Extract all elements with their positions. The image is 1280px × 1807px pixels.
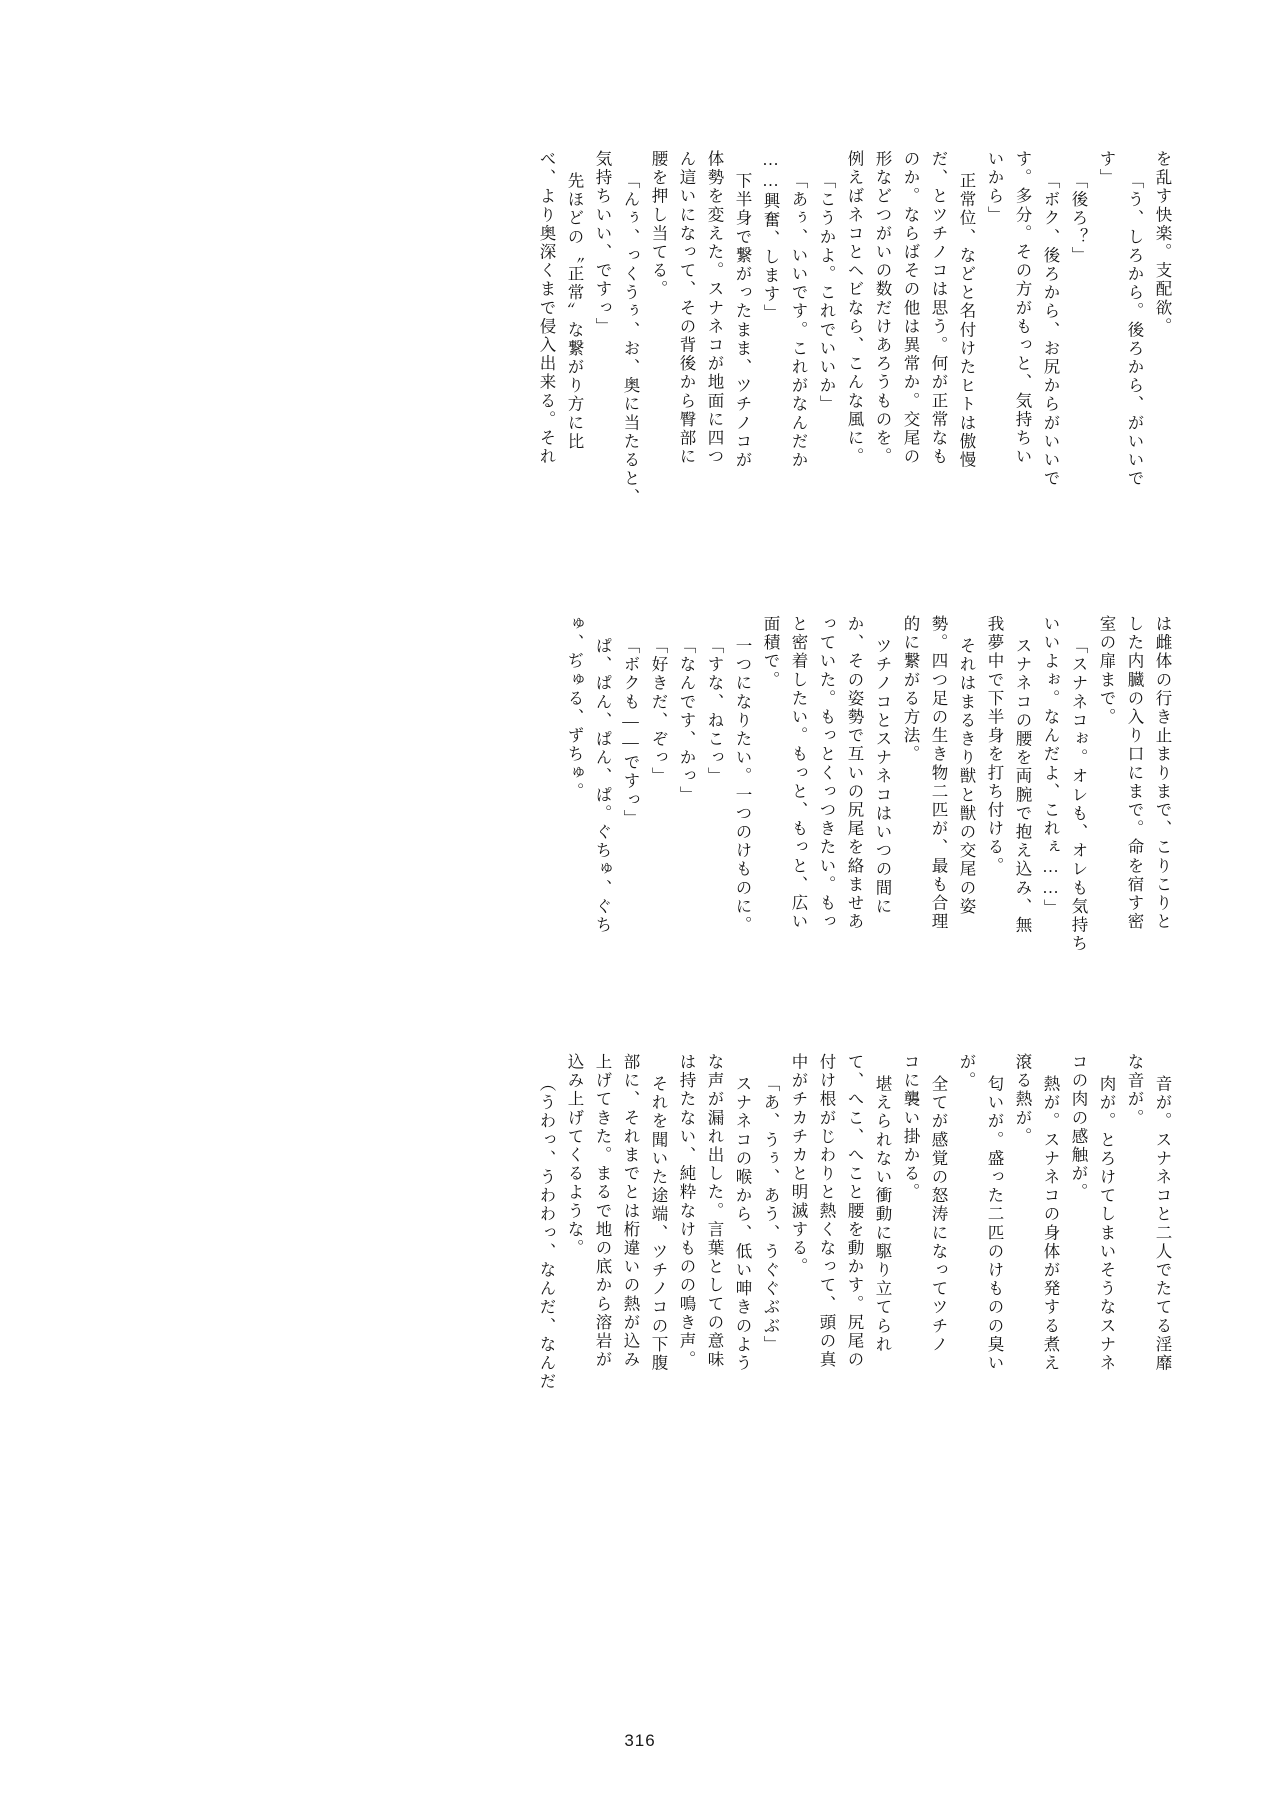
text-column: だ、とツチノコは思う。何が正常なも	[929, 150, 948, 467]
text-block-1	[110, 150, 1170, 570]
text-column: 「こうかよ。これでいいか」	[817, 172, 836, 414]
text-column: 「う、しろから。後ろから、がいいで	[1125, 172, 1144, 489]
text-column: な音が。	[1125, 1053, 1144, 1128]
text-column: した内臓の入り口にまで。命を宿す密	[1125, 615, 1144, 932]
text-column: か、その姿勢で互いの尻尾を絡ませあ	[845, 615, 864, 932]
text-column: 音が。スナネコと二人でたてる淫靡	[1153, 1075, 1172, 1373]
text-column: ゅ、ぢゅる、ずちゅ。	[565, 615, 584, 801]
text-column: 匂いが。盛った二匹のけものの臭い	[985, 1075, 1004, 1373]
text-column: スナネコの腰を両腕で抱え込み、無	[1013, 637, 1032, 935]
text-column: て、へこ、へこと腰を動かす。尻尾の	[845, 1053, 864, 1370]
text-column: それを聞いた途端、ツチノコの下腹	[649, 1075, 668, 1373]
text-column: 例えばネコとヘビなら、こんな風に。	[845, 150, 864, 467]
text-column: 面積で。	[761, 615, 780, 690]
text-column: コの肉の感触が。	[1069, 1053, 1088, 1202]
text-column: 堪えられない衝動に駆り立てられ	[873, 1075, 892, 1354]
text-column: ……興奮、します」	[761, 150, 780, 323]
text-column: 中がチカチカと明滅する。	[789, 1053, 808, 1277]
text-column: 我夢中で下半身を打ち付ける。	[985, 615, 1004, 876]
text-column: 熱が。スナネコの身体が発する煮え	[1041, 1075, 1060, 1373]
text-column: 「後ろ？」	[1069, 172, 1088, 265]
text-column: 「ボクも――ですっ」	[621, 637, 640, 828]
text-column: 先ほどの〝正常〟な繋がり方に比	[565, 172, 584, 451]
text-column: と密着したい。もっと、もっと、広い	[789, 615, 808, 932]
text-column: 付け根がじわりと熱くなって、頭の真	[817, 1053, 836, 1370]
text-column: 「すな、ねこっ」	[705, 637, 724, 786]
text-column: 上げてきた。まるで地の底から溶岩が	[593, 1053, 612, 1370]
text-column: す」	[1097, 150, 1116, 188]
text-column: 下半身で繋がったまま、ツチノコが	[733, 172, 752, 470]
text-column: 腰を押し当てる。	[649, 150, 668, 299]
text-column: 「なんです、かっ」	[677, 637, 696, 805]
text-column: を乱す快楽。支配欲。	[1153, 150, 1172, 336]
text-column: 込み上げてくるような。	[565, 1053, 584, 1258]
text-column: 「んぅ、っくうぅ、お、奥に当たると、	[621, 172, 640, 507]
text-column: 「スナネコぉ。オレも、オレも気持ち	[1069, 637, 1088, 954]
text-column: す。多分。その方がもっと、気持ちい	[1013, 150, 1032, 467]
text-column: は持たない、純粋なけものの鳴き声。	[677, 1053, 696, 1370]
text-column: 一つになりたい。一つのけものに。	[733, 637, 752, 935]
text-column: （うわっ、うわわっ、なんだ、なんだ	[537, 1075, 556, 1392]
text-column: 滾る熱が。	[1013, 1053, 1032, 1146]
text-column: のか。ならばその他は異常か。交尾の	[901, 150, 920, 467]
text-column: スナネコの喉から、低い呻きのよう	[733, 1075, 752, 1373]
text-column: 室の扉まで。	[1097, 615, 1116, 727]
text-column: 全てが感覚の怒涛になってツチノ	[929, 1075, 948, 1354]
text-column: 的に繋がる方法。	[901, 615, 920, 764]
text-column: 体勢を変えた。スナネコが地面に四つ	[705, 150, 724, 467]
text-column: 肉が。とろけてしまいそうなスナネ	[1097, 1075, 1116, 1373]
text-column: ん這いになって、その背後から臀部に	[677, 150, 696, 467]
text-column: 「ボク、後ろから、お尻からがいいで	[1041, 172, 1060, 489]
text-block-3	[110, 1053, 1170, 1453]
text-column: コに襲い掛かる。	[901, 1053, 920, 1202]
text-column: な声が漏れ出した。言葉としての意味	[705, 1053, 724, 1370]
text-column: 部に、それまでとは桁違いの熱が込み	[621, 1053, 640, 1370]
text-column: 「あぅ、いいです。これがなんだか	[789, 172, 808, 470]
text-column: が。	[957, 1053, 976, 1091]
text-column: いから」	[985, 150, 1004, 225]
text-column: 「あ、うぅ、あう、うぐぐぶぶ」	[761, 1075, 780, 1354]
text-column: それはまるきり獣と獣の交尾の姿	[957, 637, 976, 916]
text-block-2	[110, 615, 1170, 1005]
text-column: べ、より奥深くまで侵入出来る。それ	[537, 150, 556, 467]
text-column: 「好きだ、ぞっ」	[649, 637, 668, 786]
text-column: いいよぉ。なんだよ、これぇ……」	[1041, 615, 1060, 918]
text-column: 正常位、などと名付けたヒトは傲慢	[957, 172, 976, 470]
text-column: ツチノコとスナネコはいつの間に	[873, 637, 892, 916]
text-column: っていた。もっとくっつきたい。もっ	[817, 615, 836, 932]
text-column: 形などつがいの数だけあろうものを。	[873, 150, 892, 467]
text-column: は雌体の行き止まりまで、こりこりと	[1153, 615, 1172, 932]
text-column: ぱ、ぱん、ぱん、ぱ。ぐちゅ、ぐち	[593, 637, 612, 935]
text-column: 勢。四つ足の生き物二匹が、最も合理	[929, 615, 948, 932]
text-column: 気持ちいい、ですっ」	[593, 150, 612, 336]
page-number: 316	[624, 1731, 656, 1750]
